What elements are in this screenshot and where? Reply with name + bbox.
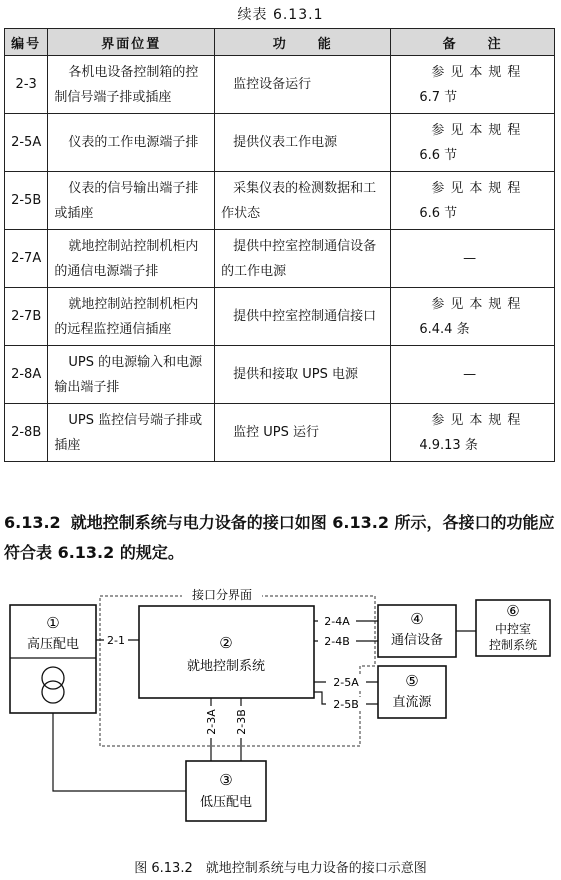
row-note: — — [391, 230, 555, 288]
row-function: 提供中控室控制通信接口 — [215, 288, 391, 346]
row-code: 2-8B — [5, 404, 48, 462]
interface-table — [4, 28, 555, 462]
lv-box — [186, 761, 266, 821]
table-caption: 续表 6.13.1 — [237, 7, 324, 23]
lv-label: 低压配电 — [199, 795, 253, 810]
interface-diagram — [0, 578, 561, 856]
central-num: ⑥ — [506, 602, 520, 620]
row-note: — — [391, 346, 555, 404]
table-row — [5, 172, 555, 230]
interface-2-5A: 2-5A — [333, 676, 359, 689]
table-row — [5, 56, 555, 114]
ctrl-label: 就地控制系统 — [186, 659, 266, 674]
row-position: 仪表的信号输出端子排或插座 — [48, 172, 215, 230]
hv-num: ① — [46, 614, 60, 632]
interface-2-3B: 2-3B — [235, 709, 248, 735]
dc-label: 直流源 — [392, 695, 432, 710]
figure-caption: 图 6.13.2 就地控制系统与电力设备的接口示意图 — [134, 861, 427, 876]
table-row — [5, 114, 555, 172]
interface-2-4A: 2-4A — [324, 615, 350, 628]
table-row — [5, 230, 555, 288]
section-number: 6.13.2 — [4, 513, 61, 532]
row-function: 监控 UPS 运行 — [215, 404, 391, 462]
interface-2-3A: 2-3A — [205, 709, 218, 735]
row-function: 提供和接取 UPS 电源 — [215, 346, 391, 404]
row-code: 2-5A — [5, 114, 48, 172]
header-note: 备 注 — [391, 29, 555, 56]
header-function: 功 能 — [215, 29, 391, 56]
row-note: 参见本规程 6.6 节 — [391, 114, 555, 172]
row-note: 参见本规程 6.7 节 — [391, 56, 555, 114]
comm-label: 通信设备 — [390, 633, 444, 648]
row-position: 就地控制站控制机柜内的通信电源端子排 — [48, 230, 215, 288]
row-position: 仪表的工作电源端子排 — [48, 114, 215, 172]
row-note: 参见本规程 4.9.13 条 — [391, 404, 555, 462]
header-code: 编号 — [5, 29, 48, 56]
table-header-row — [5, 29, 555, 56]
lv-num: ③ — [219, 771, 233, 789]
ctrl-box — [139, 606, 314, 698]
table-row — [5, 346, 555, 404]
header-position: 界面位置 — [48, 29, 215, 56]
interface-2-5B: 2-5B — [333, 698, 359, 711]
row-code: 2-7A — [5, 230, 48, 288]
row-position: 就地控制站控制机柜内的远程监控通信插座 — [48, 288, 215, 346]
row-position: 各机电设备控制箱的控制信号端子排或插座 — [48, 56, 215, 114]
interface-2-4B: 2-4B — [324, 635, 350, 648]
row-position: UPS 监控信号端子排或插座 — [48, 404, 215, 462]
section-text: 就地控制系统与电力设备的接口如图 6.13.2 所示，各接口的功能应符合表 6.13.2 的规定。 — [4, 513, 555, 562]
table-row — [5, 288, 555, 346]
comm-num: ④ — [410, 610, 424, 628]
section-6-13-2 — [4, 508, 557, 568]
row-function: 提供中控室控制通信设备的工作电源 — [215, 230, 391, 288]
row-code: 2-5B — [5, 172, 48, 230]
hv-label: 高压配电 — [26, 637, 80, 652]
central-label-2: 控制系统 — [488, 638, 538, 652]
row-code: 2-8A — [5, 346, 48, 404]
row-function: 提供仪表工作电源 — [215, 114, 391, 172]
row-code: 2-7B — [5, 288, 48, 346]
dc-num: ⑤ — [405, 672, 419, 690]
row-note: 参见本规程 6.4.4 条 — [391, 288, 555, 346]
interface-2-1: 2-1 — [107, 634, 125, 647]
row-code: 2-3 — [5, 56, 48, 114]
table-row — [5, 404, 555, 462]
row-function: 监控设备运行 — [215, 56, 391, 114]
row-position: UPS 的电源输入和电源输出端子排 — [48, 346, 215, 404]
row-note: 参见本规程 6.6 节 — [391, 172, 555, 230]
row-function: 采集仪表的检测数据和工作状态 — [215, 172, 391, 230]
ctrl-num: ② — [219, 634, 233, 652]
boundary-label: 接口分界面 — [191, 588, 253, 602]
central-label-1: 中控室 — [494, 622, 532, 636]
